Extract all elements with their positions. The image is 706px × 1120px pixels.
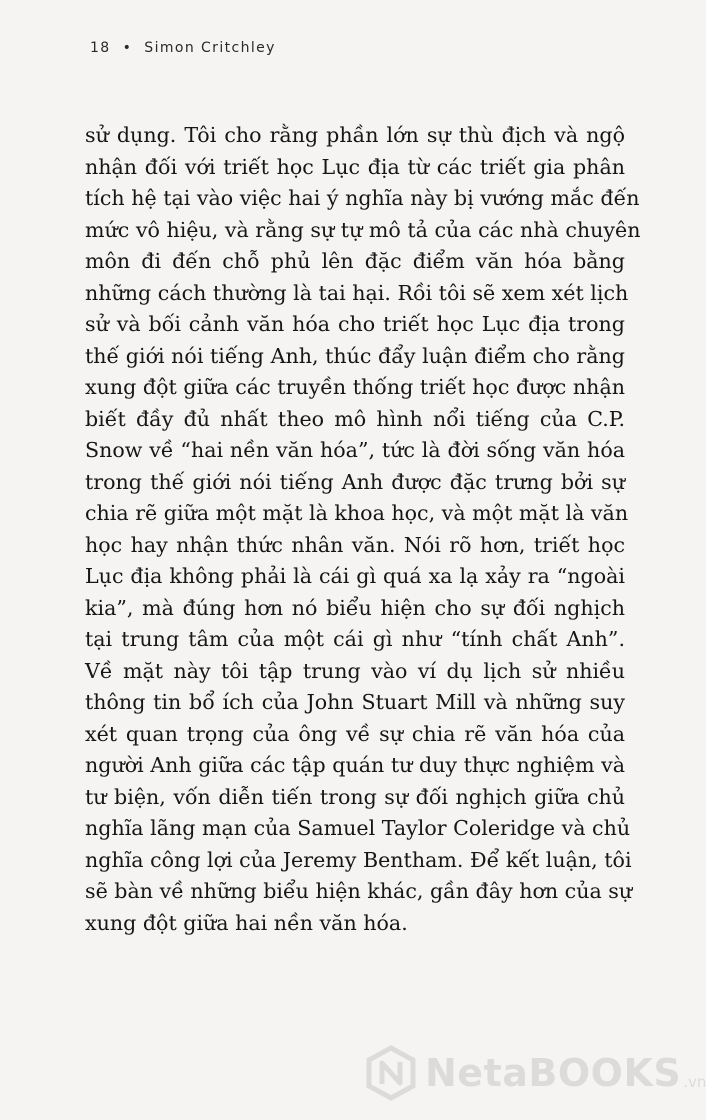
- text-line: xung đột giữa các truyền thống triết học được nhận: [85, 375, 625, 399]
- text-line: nghĩa công lợi của Jeremy Bentham. Để kết luận, tôi: [85, 847, 632, 872]
- text-line: Lục địa không phải là cái gì quá xa lạ xảy ra “ngoài: [85, 564, 625, 588]
- running-header: [90, 40, 276, 56]
- text-line: xét quan trọng của ông về sự chia rẽ văn hóa của: [85, 721, 625, 746]
- hexagon-n-logo-icon: [365, 1045, 417, 1101]
- text-line: xung đột giữa hai nền văn hóa.: [85, 910, 408, 935]
- watermark-brand: NetaBOOKS: [425, 1051, 682, 1095]
- header-separator: •: [122, 40, 133, 56]
- watermark-suffix: .vn: [683, 1073, 706, 1091]
- text-line: Về mặt này tôi tập trung vào ví dụ lịch sử nhiều: [85, 658, 625, 683]
- text-line: tại trung tâm của một cái gì như “tính chất Anh”.: [85, 627, 625, 651]
- text-line: chia rẽ giữa một mặt là khoa học, và một mặt là văn: [85, 501, 629, 525]
- text-line: kia”, mà đúng hơn nó biểu hiện cho sự đối nghịch: [85, 595, 625, 620]
- text-line: người Anh giữa các tập quán tư duy thực nghiệm và: [85, 753, 625, 777]
- text-line: trong thế giới nói tiếng Anh được đặc trưng bởi sự: [85, 469, 625, 494]
- text-line: môn đi đến chỗ phủ lên đặc điểm văn hóa bằng: [85, 249, 625, 273]
- running-author: Simon Critchley: [144, 40, 276, 56]
- text-line: học hay nhận thức nhân văn. Nói rõ hơn, triết học: [85, 532, 625, 557]
- text-line: mức vô hiệu, và rằng sự tự mô tả của các nhà chuyên: [85, 217, 641, 242]
- text-line: thế giới nói tiếng Anh, thúc đẩy luận điểm cho rằng: [85, 343, 625, 368]
- watermark: [365, 1045, 706, 1101]
- text-line: tư biện, vốn diễn tiến trong sự đối nghịch giữa chủ: [85, 784, 625, 809]
- text-line: tích hệ tại vào việc hai ý nghĩa này bị vướng mắc đến: [85, 186, 640, 210]
- text-line: biết đầy đủ nhất theo mô hình nổi tiếng của C.P.: [85, 406, 625, 431]
- text-line: sử và bối cảnh văn hóa cho triết học Lục địa trong: [85, 312, 625, 336]
- text-line: Snow về “hai nền văn hóa”, tức là đời sống văn hóa: [85, 438, 625, 462]
- text-line: nghĩa lãng mạn của Samuel Taylor Coleridge và chủ: [85, 816, 631, 840]
- text-line: thông tin bổ ích của John Stuart Mill và những suy: [85, 690, 625, 714]
- text-line: nhận đối với triết học Lục địa từ các triết gia phân: [85, 154, 625, 179]
- text-line: những cách thường là tai hại. Rồi tôi sẽ xem xét lịch: [85, 280, 629, 305]
- page-number: 18: [90, 40, 111, 56]
- text-line: sẽ bàn về những biểu hiện khác, gần đây hơn của sự: [85, 879, 633, 903]
- body-paragraph: [85, 120, 641, 939]
- text-line: sử dụng. Tôi cho rằng phần lớn sự thù địch và ngộ: [85, 123, 625, 147]
